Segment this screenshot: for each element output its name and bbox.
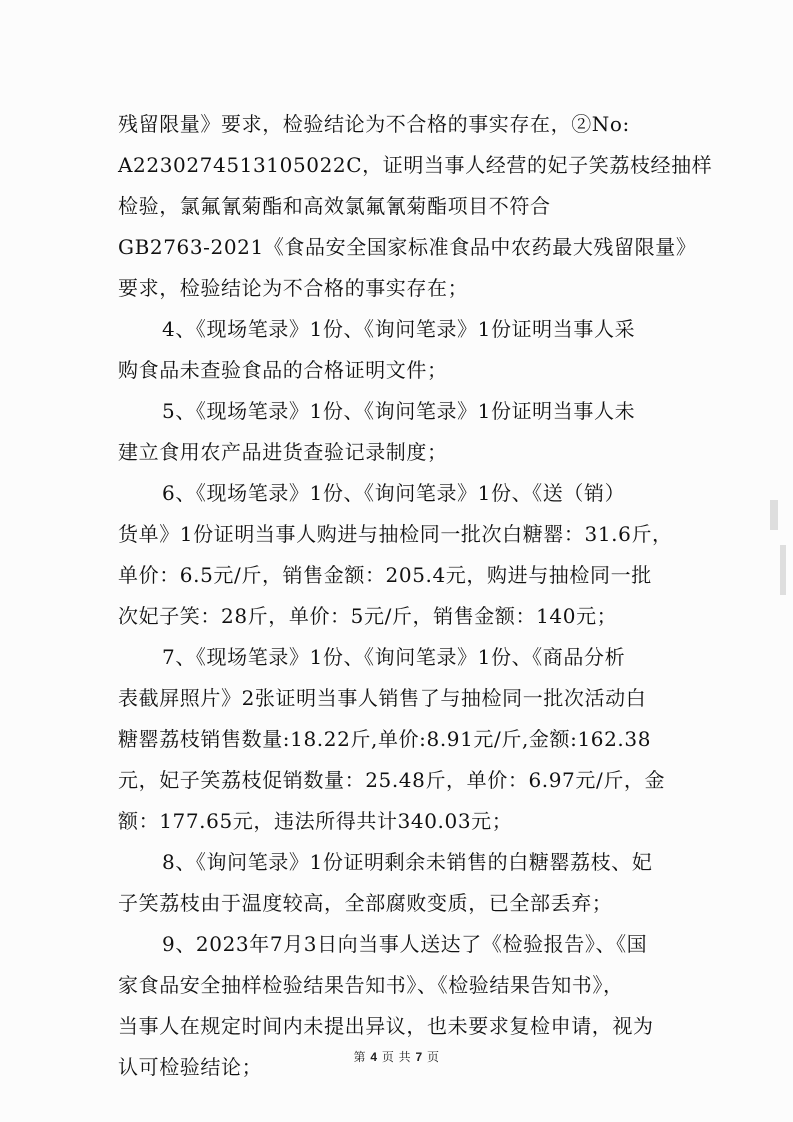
text-line: 残留限量》要求，检验结论为不合格的事实存在，②No: [118, 112, 630, 136]
text-line: 7、《现场笔录》1份、《询问笔录》1份、《商品分析 [162, 645, 626, 669]
document-body [118, 104, 713, 1088]
text-line: 检验，氯氟氰菊酯和高效氯氟氰菊酯项目不符合 [118, 194, 551, 218]
text-line: 5、《现场笔录》1份、《询问笔录》1份证明当事人未 [162, 399, 636, 423]
text-line: 4、《现场笔录》1份、《询问笔录》1份证明当事人采 [162, 317, 636, 341]
footer-prefix: 第 [353, 1050, 366, 1064]
scan-artifact [770, 500, 778, 530]
text-line: 元，妃子笑荔枝促销数量：25.48斤，单价：6.97元/斤，金 [118, 768, 666, 792]
text-line: 糖罂荔枝销售数量:18.22斤,单价:8.91元/斤,金额:162.38 [118, 727, 652, 751]
scan-artifact [780, 545, 786, 595]
text-line: 单价：6.5元/斤，销售金额：205.4元，购进与抽检同一批 [118, 563, 652, 587]
text-line: A2230274513105022C，证明当事人经营的妃子笑荔枝经抽样 [118, 153, 713, 177]
text-line: 家食品安全抽样检验结果告知书》、《检验结果告知书》， [118, 973, 624, 997]
footer-suffix: 页 [427, 1050, 440, 1064]
text-line: 当事人在规定时间内未提出异议，也未要求复检申请，视为 [118, 1014, 654, 1038]
text-line: 表截屏照片》2张证明当事人销售了与抽检同一批次活动白 [118, 686, 647, 710]
text-line: 要求，检验结论为不合格的事实存在； [118, 276, 469, 300]
footer-total-pages: 7 [415, 1050, 423, 1064]
text-line: 次妃子笑：28斤，单价：5元/斤，销售金额：140元； [118, 604, 618, 628]
text-line: 认可检验结论； [118, 1055, 263, 1079]
text-line: 8、《询问笔录》1份证明剩余未销售的白糖罂荔枝、妃 [162, 850, 653, 874]
text-line: 6、《现场笔录》1份、《询问笔录》1份、《送（销） [162, 481, 626, 505]
text-line: 子笑荔枝由于温度较高，全部腐败变质，已全部丢弃； [118, 891, 613, 915]
page-footer [0, 1048, 793, 1065]
text-line: GB2763-2021《食品安全国家标准食品中农药最大残留限量》 [118, 235, 697, 259]
text-line: 额：177.65元，违法所得共计340.03元； [118, 809, 513, 833]
text-line: 货单》1份证明当事人购进与抽检同一批次白糖罂：31.6斤， [118, 522, 673, 546]
footer-middle: 页 共 [381, 1050, 412, 1064]
text-line: 购食品未查验食品的合格证明文件； [118, 358, 448, 382]
text-line: 建立食用农产品进货查验记录制度； [118, 440, 448, 464]
text-line: 9、2023年7月3日向当事人送达了《检验报告》、《国 [162, 932, 648, 956]
footer-current-page: 4 [370, 1050, 378, 1064]
